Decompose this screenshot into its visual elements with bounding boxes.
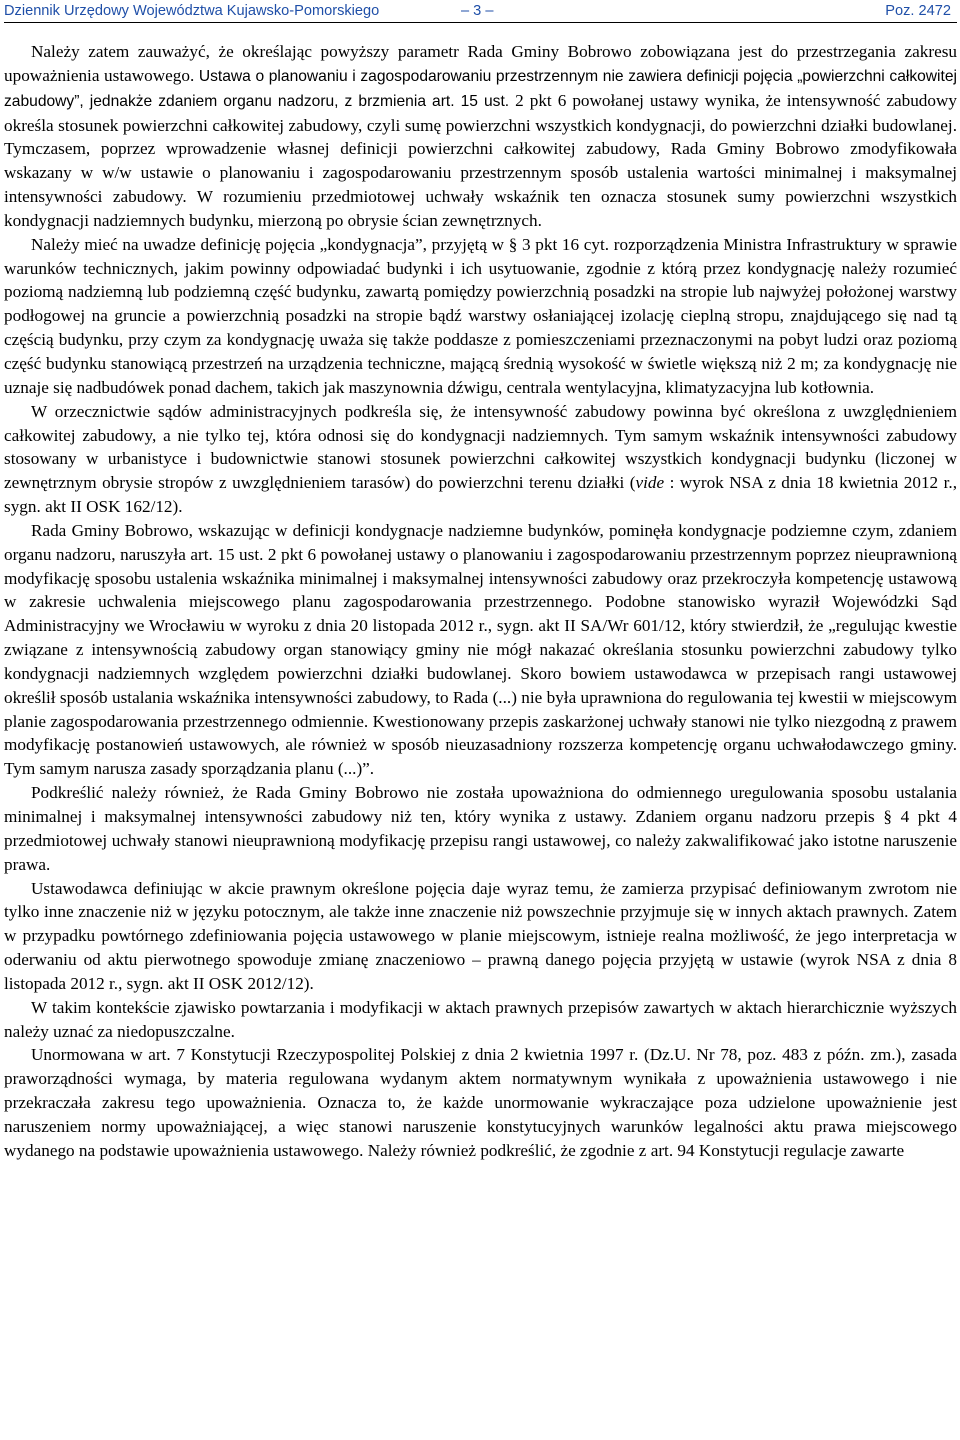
paragraph-3 [4, 400, 957, 519]
position-number: Poz. 2472 [885, 3, 951, 19]
paragraph-3-text: W orzecznictwie sądów administracyjnych podkreśla się, że intensywność zabudowy powinna być określona z uwzględnieniem całkowitej zabudowy, a nie tylko tej, która odnosi się do kondygnacji nadziemnych. Tym samym wskaźnik intensywności zabudowy stosowany w urbanistyce i budownictwie stanowi stosunek powierzchni całkowitej wszystkich kondygnacji budynku (liczonej w zewnętrznym obrysie stropów z uwzględnieniem tarasów) do powierzchni terenu działki ( [4, 401, 957, 493]
journal-title: Dziennik Urzędowy Województwa Kujawsko-Pomorskiego [4, 3, 380, 19]
paragraph-1-sans: Ustawa o planowaniu i zagospodarowaniu przestrzennym nie zawiera definicji pojęcia „powierzchni całkowitej zabudowy”, jednakże zdaniem organu nadzoru, z brzmienia art. 15 ust. [4, 67, 957, 110]
document-body [4, 40, 957, 1163]
paragraph-2: Należy mieć na uwadze definicję pojęcia „kondygnacja”, przyjętą w § 3 pkt 16 cyt. rozporządzenia Ministra Infrastruktury w sprawie warunków technicznych, jakim powinny odpowiadać budynki i ich usytuowanie, zgodnie z którą przez kondygnację należy rozumieć poziomą nadziemną lub podziemną część budynku, zawartą pomiędzy powierzchnią posadzki na stropie lub najwyżej położonej warstwy podłogowej na gruncie a powierzchnią posadzki na stropie bądź warstwy osłaniającej izolację cieplną stropu, znajdującego się nad tą częścią budynku, przy czym za kondygnację uważa się także poddasze z pomieszczeniami przeznaczonymi na pobyt ludzi oraz poziomą część budynku stanowiącą przestrzeń na urządzenia techniczne, mającą średnią wysokość w świetle większą niż 2 m; za kondygnację nie uznaje się nadbudówek ponad dachem, takich jak maszynownia dźwigu, centrala wentylacyjna, klimatyzacyjna lub kotłownia. [4, 234, 957, 397]
paragraph-1-serif: Należy zatem zauważyć, że określając powyższy parametr Rada Gminy Bobrowo zobowiązana jest do przestrzegania zakresu upoważnienia ustawowego. [4, 42, 957, 85]
page-header [4, 0, 957, 23]
paragraph-3-citation: : wyrok NSA z dnia 18 kwietnia 2012 r., sygn. akt II OSK 162/12). [4, 473, 957, 517]
page-number: – 3 – [461, 3, 494, 19]
paragraph-7: W takim kontekście zjawisko powtarzania i modyfikacji w aktach prawnych przepisów zawartych w aktach hierarchicznie wyższych należy uznać za niedopuszczalne. [4, 997, 957, 1041]
paragraph-5: Podkreślić należy również, że Rada Gminy Bobrowo nie została upoważniona do odmiennego uregulowania sposobu ustalania minimalnej i maksymalnej intensywności zabudowy niż ten, który wynika z ustawy. Zdaniem organu nadzoru przepis § 4 pkt 4 przedmiotowej uchwały stanowi nieuprawnioną modyfikację przepisu rangi ustawowej, co należy zakwalifikować jako istotne naruszenie prawa. [4, 783, 957, 874]
paragraph-3-vide: vide [635, 473, 665, 493]
paragraph-1-rest: 2 pkt 6 powołanej ustawy wynika, że intensywność zabudowy określa stosunek powierzchni całkowitej zabudowy, czyli sumę powierzchni wszystkich kondygnacji, do powierzchni działki budowlanej. Tymczasem, poprzez wprowadzenie własnej definicji powierzchni całkowitej zabudowy, Rada Gminy Bobrowo zmodyfikowała wskazany w w/w ustawie o planowaniu i zagospodarowaniu przestrzennym sposób ustalenia wartości minimalnej i maksymalnej intensywności zabudowy. W rozumieniu przedmiotowej uchwały wskaźnik ten oznacza stosunek sumy powierzchni wszystkich kondygnacji nadziemnych budynku, mierzoną po obrysie ścian zewnętrznych. [4, 90, 957, 230]
document-page [4, 0, 957, 1440]
paragraph-4: Rada Gminy Bobrowo, wskazując w definicji kondygnacje nadziemne budynków, pominęła kondygnacje podziemne czym, zdaniem organu nadzoru, naruszyła art. 15 ust. 2 pkt 6 powołanej ustawy o planowaniu i zagospodarowaniu przestrzennym poprzez nieuprawnioną modyfikację sposobu ustalenia wskaźnika minimalnej i maksymalnej intensywności zabudowy oraz przekroczyła kompetencję ustawową w zakresie uchwalenia miejscowego planu zagospodarowania przestrzennego. Podobne stanowisko wyraził Wojewódzki Sąd Administracyjny we Wrocławiu w wyroku z dnia 20 listopada 2012 r., sygn. akt II SA/Wr 601/12, który stwierdził, że „regulując kwestie związane z intensywnością zabudowy organ stanowiący gminy nie mógł nakazać określania stosunku powierzchni zabudowy tylko kondygnacji nadziemnych względem powierzchni działki budowlanej. Skoro bowiem ustawodawca w przepisach rangi ustawowej określił sposób ustalania wskaźnika intensywności zabudowy, to Rada (...) nie była uprawniona do regulowania tej kwestii w miejscowym planie zagospodarowania przestrzennego odmiennie. Kwestionowany przepis zaskarżonej uchwały stanowi nie tylko niezgodną z prawem modyfikację postanowień ustawowych, ale również w sposób nieuzasadniony rozszerza kompetencję organu uchwałodawczego gminy. Tym samym narusza zasady sporządzania planu (...)”. [4, 520, 957, 779]
paragraph-1 [4, 40, 957, 233]
paragraph-8: Unormowana w art. 7 Konstytucji Rzeczypospolitej Polskiej z dnia 2 kwietnia 1997 r. (Dz.U. Nr 78, poz. 483 z późn. zm.), zasada praworządności wymaga, by materia regulowana wydanym aktem normatywnym wynikała z upoważnienia ustawowego i nie przekraczała zakresu tego upoważnienia. Oznacza to, że każde unormowanie wykraczające poza udzielone upoważnienie jest naruszeniem normy upoważniającej, a więc stanowi naruszenie konstytucyjnych warunków legalności aktu prawa miejscowego wydanego na podstawie upoważnienia ustawowego. Należy również podkreślić, że zgodnie z art. 94 Konstytucji regulacje zawarte [4, 1045, 957, 1160]
paragraph-6: Ustawodawca definiując w akcie prawnym określone pojęcia daje wyraz temu, że zamierza przypisać definiowanym zwrotom nie tylko inne znaczenie niż w języku potocznym, ale także inne znaczenie niż powszechnie przyjmuje się w innych aktach prawnych. Zatem w przypadku powtórnego zdefiniowania pojęcia ustawowego w planie miejscowym, istnieje realna możliwość, że jego interpretacja w oderwaniu od aktu pierwotnego spowoduje zmianę znaczeniowo – prawną danego pojęcia przyjętą w ustawie (wyrok NSA z dnia 8 listopada 2012 r., sygn. akt II OSK 2012/12). [4, 878, 957, 993]
